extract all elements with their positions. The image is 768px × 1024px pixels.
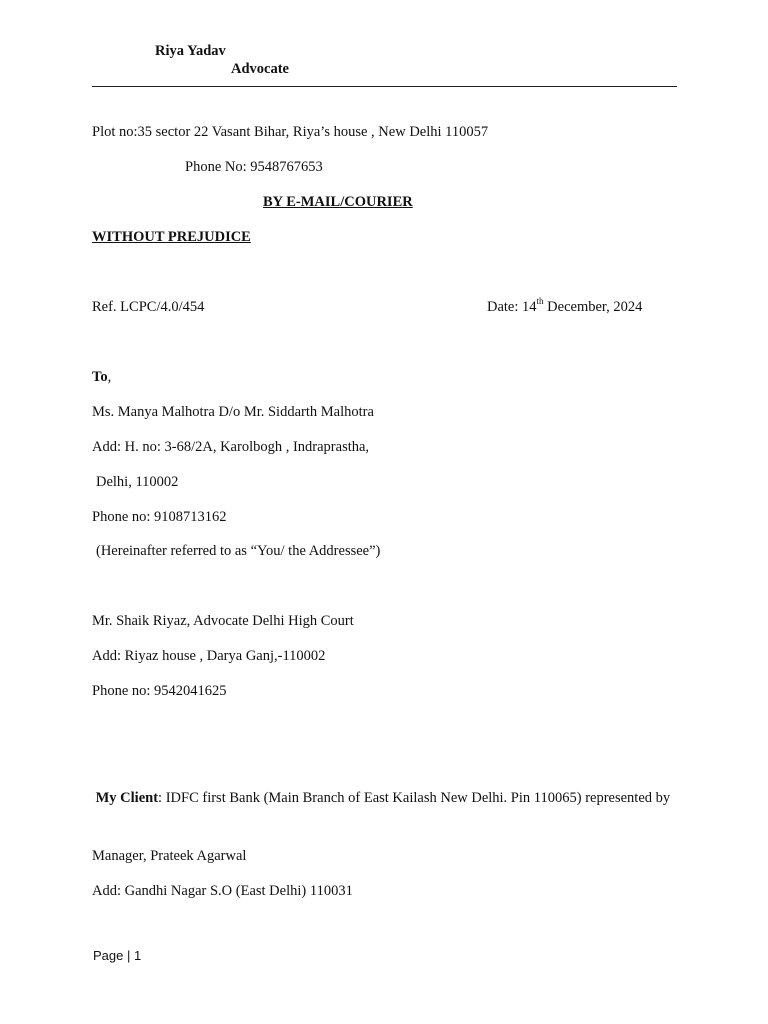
addressee-referred: (Hereinafter referred to as “You/ the Addressee”) <box>96 543 381 559</box>
letterhead-title: Advocate <box>231 61 289 77</box>
counsel-address: Add: Riyaz house , Darya Ganj,-110002 <box>92 648 326 664</box>
date-suffix: December, 2024 <box>543 299 643 315</box>
date-prefix: Date: 14 <box>487 299 537 315</box>
counsel-phone: Phone no: 9542041625 <box>92 683 227 699</box>
date-ordinal: th <box>536 296 544 307</box>
page-number: Page | 1 <box>93 948 142 963</box>
sender-phone: Phone No: 9548767653 <box>185 159 323 175</box>
to-line <box>92 368 111 386</box>
addressee-address-line2: Delhi, 110002 <box>96 474 179 490</box>
without-prejudice-heading: WITHOUT PREJUDICE <box>92 229 251 245</box>
client-text: : IDFC first Bank (Main Branch of East Kailash New Delhi. Pin 110065) represented by <box>158 790 671 806</box>
to-label: To <box>92 369 108 385</box>
delivery-mode: BY E-MAIL/COURIER <box>263 194 413 210</box>
addressee-phone: Phone no: 9108713162 <box>92 509 227 525</box>
client-paragraph <box>92 785 676 811</box>
addressee-name: Ms. Manya Malhotra D/o Mr. Siddarth Malhotra <box>92 404 374 420</box>
letter-date <box>487 298 642 316</box>
letterhead-divider <box>92 86 677 87</box>
sender-address: Plot no:35 sector 22 Vasant Bihar, Riya’s house , New Delhi 110057 <box>92 124 489 140</box>
reference-number: Ref. LCPC/4.0/454 <box>92 299 205 315</box>
counsel-name: Mr. Shaik Riyaz, Advocate Delhi High Court <box>92 613 354 629</box>
client-address: Add: Gandhi Nagar S.O (East Delhi) 110031 <box>92 883 353 899</box>
client-label: My Client <box>95 790 159 806</box>
addressee-address-line1: Add: H. no: 3-68/2A, Karolbogh , Indraprastha, <box>92 439 370 455</box>
letterhead-name: Riya Yadav <box>155 43 226 59</box>
client-manager: Manager, Prateek Agarwal <box>92 848 247 864</box>
to-comma: , <box>107 369 112 385</box>
